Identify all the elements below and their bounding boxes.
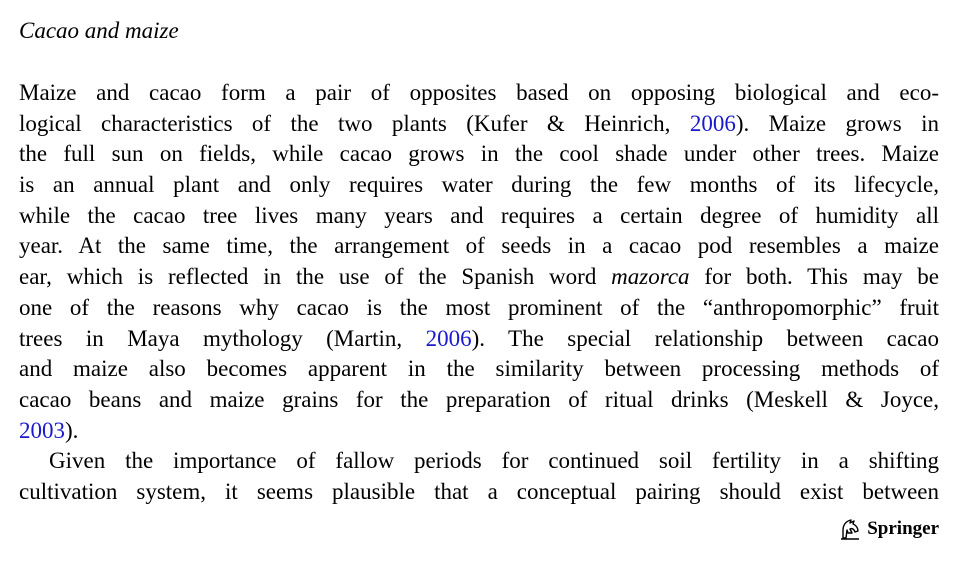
springer-horse-icon	[838, 517, 862, 541]
text-line: the full sun on fields, while cacao grows in the cool shade under other trees. Maize	[19, 141, 939, 167]
text-line: cacao beans and maize grains for the preparation of ritual drinks (Meskell & Joyce,	[19, 386, 939, 412]
text-line: cultivation system, it seems plausible that a conceptual pairing should exist between	[19, 478, 939, 504]
citation-link[interactable]: 2006	[689, 110, 736, 136]
publisher-name: Springer	[867, 518, 939, 539]
text-line: one of the reasons why cacao is the most prominent of the “anthropomorphic” fruit	[19, 294, 939, 320]
text-line: is an annual plant and only requires water during the few months of its lifecycle,	[19, 172, 939, 198]
text-line: ear, which is reflected in the use of the Spanish word mazorca for both. This may be	[19, 264, 939, 290]
text-line: Maize and cacao form a pair of opposites based on opposing biological and eco-	[19, 80, 939, 105]
text-line: year. At the same time, the arrangement of seeds in a cacao pod resembles a maize	[19, 233, 939, 259]
publisher-logo	[838, 514, 939, 544]
section-heading: Cacao and maize	[19, 18, 179, 43]
body-text	[19, 78, 939, 508]
text-line: Given the importance of fallow periods for continued soil fertility in a shifting	[49, 448, 939, 474]
text-line: and maize also becomes apparent in the similarity between processing methods of	[19, 356, 939, 382]
text-line: while the cacao tree lives many years and requires a certain degree of humidity all	[19, 202, 939, 228]
italic-term: mazorca	[611, 264, 690, 290]
citation-link[interactable]: 2003	[19, 417, 65, 443]
citation-link[interactable]: 2006	[425, 325, 472, 351]
text-line: logical characteristics of the two plants (Kufer & Heinrich, 2006). Maize grows in	[19, 110, 939, 136]
text-line: trees in Maya mythology (Martin, 2006). The special relationship between cacao	[19, 325, 940, 351]
text-line: 2003).	[19, 417, 79, 443]
